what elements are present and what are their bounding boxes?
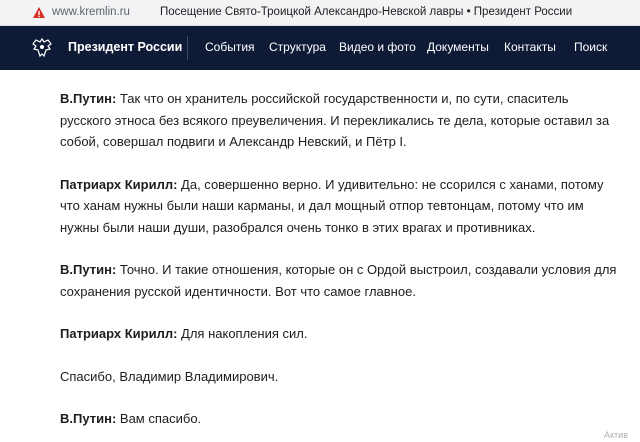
tab-title: Посещение Свято-Троицкой Александро-Невской лавры • Президент России [160,6,573,18]
speaker-name: Патриарх Кирилл: [60,326,178,341]
url-text[interactable]: www.kremlin.ru [52,6,130,18]
speaker-name: В.Путин: [60,411,117,426]
speech-text: Вам спасибо. [116,411,202,426]
site-header [0,26,640,70]
nav-documents[interactable]: Документы [427,40,489,54]
speech-text: Так что он хранитель российской государственности и, по сути, спаситель русского этноса без всякого преувеличения. И перекликались те дела, которые оставил за собой, совершал подвиги и Александр Невский, и Пётр I. [60,91,610,149]
header-divider [187,36,188,60]
warning-icon[interactable] [32,6,46,20]
speech-text: Спасибо, Владимир Владимирович. [60,368,279,384]
nav-events[interactable]: События [205,40,255,54]
double-headed-eagle-icon[interactable] [29,35,55,61]
speaker-name: Патриарх Кирилл: [60,176,178,192]
transcript [60,88,620,442]
transcript-paragraph [60,408,620,430]
transcript-paragraph [60,88,620,153]
nav-contacts[interactable]: Контакты [504,40,556,54]
site-brand[interactable]: Президент России [68,40,183,54]
transcript-paragraph [60,323,620,345]
nav-video-photo[interactable]: Видео и фото [339,40,416,54]
browser-address-bar [0,0,640,26]
speech-text: Для накопления сил. [177,326,308,341]
transcript-paragraph [60,259,620,302]
nav-structure[interactable]: Структура [269,40,326,54]
transcript-paragraph [60,366,620,388]
transcript-paragraph [60,174,620,239]
speaker-name: В.Путин: [60,91,117,106]
speaker-name: В.Путин: [60,262,117,277]
nav-search[interactable]: Поиск [574,40,608,54]
speech-text: Да, совершенно верно. И удивительно: не ссорился с ханами, потому что ханам нужны были наши карманы, и дал мощный отпор тевтонцам, потому что им нужны были наши души, разобрался очень тонко в этих врагах и противниках. [60,176,604,235]
speech-text: Точно. И такие отношения, которые он с Ордой выстроил, создавали условия для сохранения русской идентичности. Вот что самое главное. [60,262,617,299]
os-activation-watermark: Актив [604,430,628,440]
